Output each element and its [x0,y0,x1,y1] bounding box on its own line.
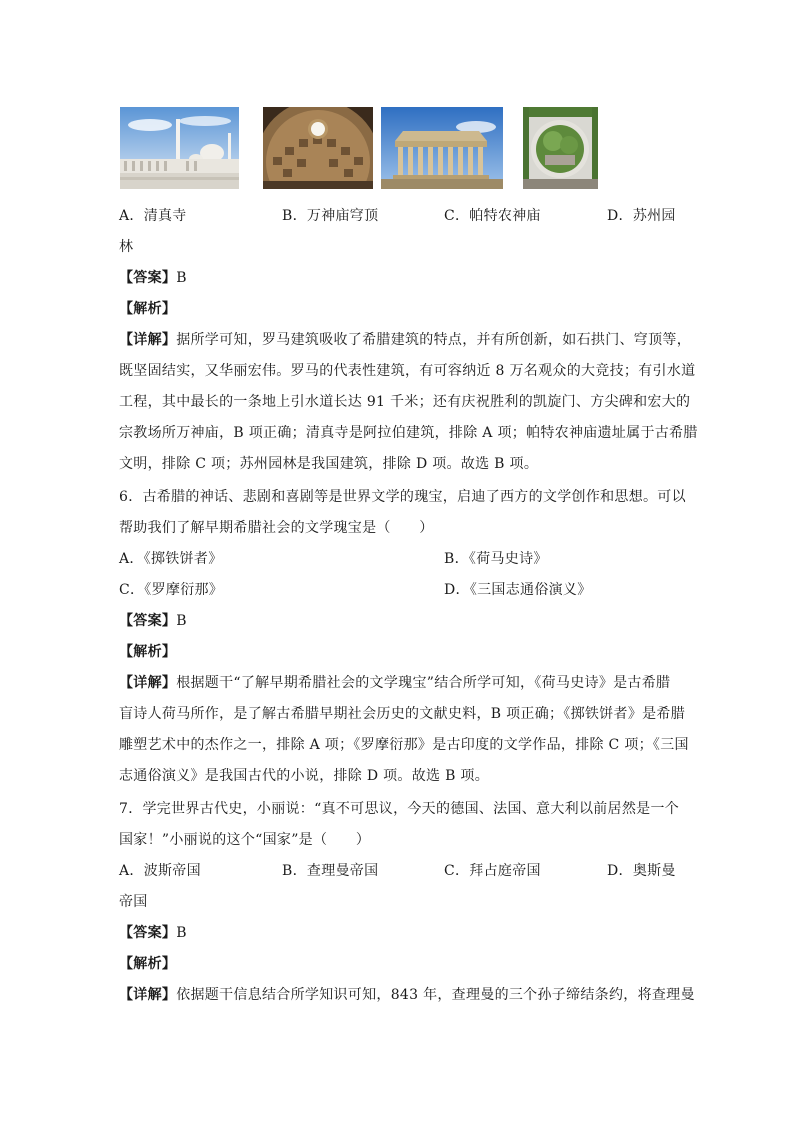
q6-detail-line-1 [119,673,679,693]
pantheon-dome-image [263,107,373,189]
q5-answer [119,268,679,288]
q6-analysis-label: 【解析】 [119,644,177,660]
q7-option-d-wrap: 帝国 [119,894,148,910]
detail-text: 根据题干“了解早期希腊社会的文学瑰宝”结合所学可知，《荷马史诗》是古希腊 [176,675,671,691]
q7-option-a: A．波斯帝国 [119,863,201,879]
detail-text: 依据题干信息结合所学知识可知，843 年，查理曼的三个孙子缔结条约，将查理曼 [176,987,695,1003]
q6-detail-line-3: 雕塑艺术中的杰作之一，排除 A 项；《罗摩衍那》是古印度的文学作品，排除 C 项；《三国 [119,737,689,753]
q5-option-b: B．万神庙穹顶 [282,208,379,224]
detail-label: 【详解】 [119,675,177,691]
answer-label: 【答案】 [119,270,177,286]
q5-option-a: A．清真寺 [119,208,187,224]
parthenon-image [381,107,503,189]
q6-option-b: B．《荷马史诗》 [444,551,548,567]
suzhou-garden-image [523,107,598,189]
q7-detail-line-1 [119,985,695,1005]
answer-label: 【答案】 [119,925,177,941]
answer-value: B [176,613,187,629]
q6-detail-line-2: 盲诗人荷马所作，是了解古希腊早期社会历史的文献史料，B 项正确；《掷铁饼者》是希腊 [119,706,686,722]
answer-value: B [176,925,187,941]
q5-detail-line-3: 工程，其中最长的一条地上引水道长达 91 千米；还有庆祝胜利的凯旋门、方尖碑和宏大的 [119,394,691,410]
q7-option-c: C．拜占庭帝国 [444,863,541,879]
detail-label: 【详解】 [119,987,177,1003]
q7-stem-line-1: 7．学完世界古代史，小丽说：“真不可思议，今天的德国、法国、意大利以前居然是一个 [119,801,680,817]
q6-stem-line-1: 6．古希腊的神话、悲剧和喜剧等是世界文学的瑰宝，启迪了西方的文学创作和思想。可以 [119,489,686,505]
q5-option-d: D．苏州园 [607,208,676,224]
q5-detail-line-4: 宗教场所万神庙，B 项正确；清真寺是阿拉伯建筑，排除 A 项；帕特农神庙遗址属于古希腊 [119,425,698,441]
detail-label: 【详解】 [119,332,177,348]
q6-detail-line-4: 志通俗演义》是我国古代的小说，排除 D 项。故选 B 项。 [119,768,490,784]
q6-option-d: D．《三国志通俗演义》 [444,582,592,598]
q5-analysis-label: 【解析】 [119,301,177,317]
q5-option-d-wrap: 林 [119,239,134,255]
answer-label: 【答案】 [119,613,177,629]
q6-stem-line-2: 帮助我们了解早期希腊社会的文学瑰宝是（ ） [119,520,434,536]
q5-option-c: C．帕特农神庙 [444,208,541,224]
q6-option-a: A．《掷铁饼者》 [119,551,223,567]
q5-detail-line-5: 文明，排除 C 项；苏州园林是我国建筑，排除 D 项。故选 B 项。 [119,456,539,472]
q5-detail-line-1 [119,330,692,350]
q5-detail-line-2: 既坚固结实，又华丽宏伟。罗马的代表性建筑，有可容纳近 8 万名观众的大竞技；有引水道 [119,363,696,379]
detail-text: 据所学可知，罗马建筑吸收了希腊建筑的特点，并有所创新，如石拱门、穹顶等， [176,332,692,348]
q7-option-b: B．查理曼帝国 [282,863,379,879]
q7-analysis-label: 【解析】 [119,956,177,972]
answer-value: B [176,270,187,286]
q7-option-d: D．奥斯曼 [607,863,676,879]
q6-option-c: C．《罗摩衍那》 [119,582,224,598]
q6-answer [119,611,679,631]
q7-answer [119,923,679,943]
mosque-image [120,107,239,189]
q7-stem-line-2: 国家！”小丽说的这个“国家”是（ ） [119,832,371,848]
